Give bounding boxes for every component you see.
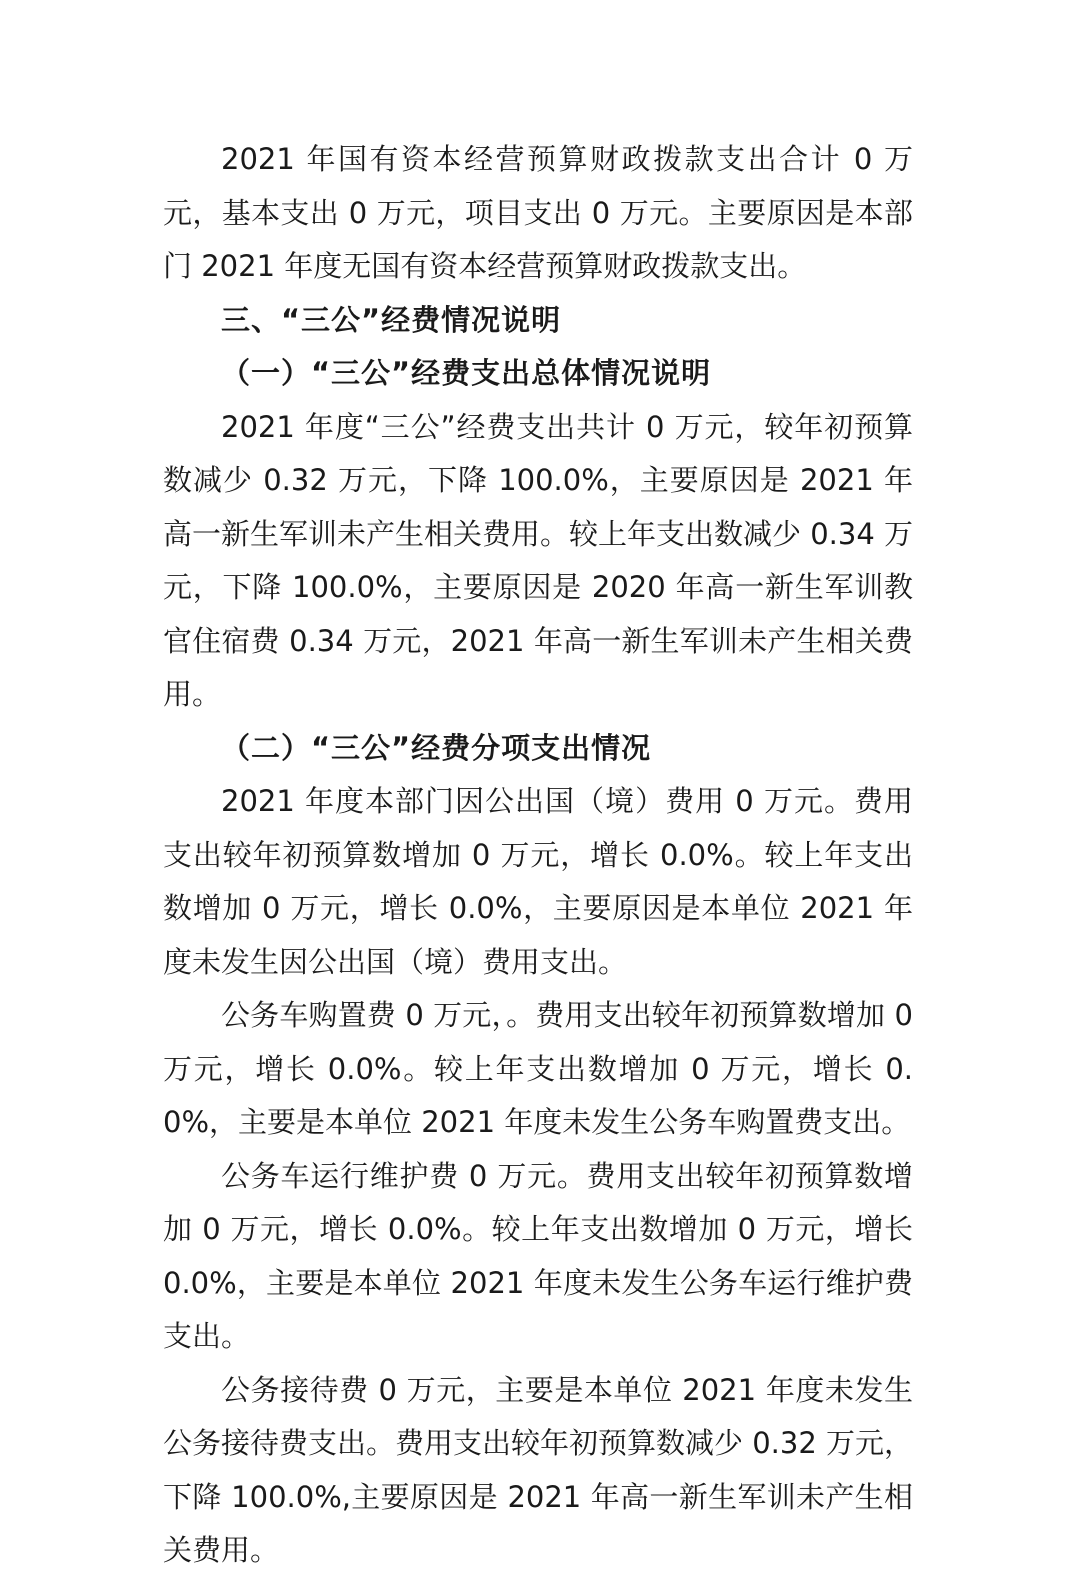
paragraph-overall-expense: 2021 年度“三公”经费支出共计 0 万元，较年初预算数减少 0.32 万元，下降 100.0%，主要原因是 2021 年高一新生军训未产生相关费用。较上年支出数减少 0.34 万元，下降 100.0%，主要原因是 2020 年高一新生军训教官住宿费 0.34 万元，2021 年高一新生军训未产生相关费用。 xyxy=(163,409,914,711)
paragraph-vehicle-purchase: 公务车购置费 0 万元，。费用支出较年初预算数增加 0 万元，增长 0.0%。较上年支出数增加 0 万元，增长 0.0%，主要是本单位 2021 年度未发生公务车购置费支出。 xyxy=(163,998,913,1139)
paragraph-overseas-travel: 2021 年度本部门因公出国（境）费用 0 万元。费用支出较年初预算数增加 0 万元，增长 0.0%。较上年支出数增加 0 万元，增长 0.0%，主要原因是本单位 2021 年度未发生因公出国（境）费用支出。 xyxy=(163,784,913,979)
document-page xyxy=(163,133,913,1578)
paragraph-official-reception: 公务接待费 0 万元，主要是本单位 2021 年度未发生公务接待费支出。费用支出较年初预算数减少 0.32 万元，下降 100.0%,主要原因是 2021 年高一新生军训未产生相关费用。 xyxy=(163,1372,914,1567)
subsection-heading-overall: （一）“三公”经费支出总体情况说明 xyxy=(221,356,712,390)
paragraph-state-capital-budget: 2021 年国有资本经营预算财政拨款支出合计 0 万元，基本支出 0 万元，项目支出 0 万元。主要原因是本部门 2021 年度无国有资本经营预算财政拨款支出。 xyxy=(163,142,913,283)
section-heading-three-public: 三、“三公”经费情况说明 xyxy=(221,302,562,337)
paragraph-vehicle-maintenance: 公务车运行维护费 0 万元。费用支出较年初预算数增加 0 万元，增长 0.0%。较上年支出数增加 0 万元，增长 0.0%，主要是本单位 2021 年度未发生公务车运行维护费支出。 xyxy=(163,1158,913,1353)
subsection-heading-itemized: （二）“三公”经费分项支出情况 xyxy=(221,730,652,765)
